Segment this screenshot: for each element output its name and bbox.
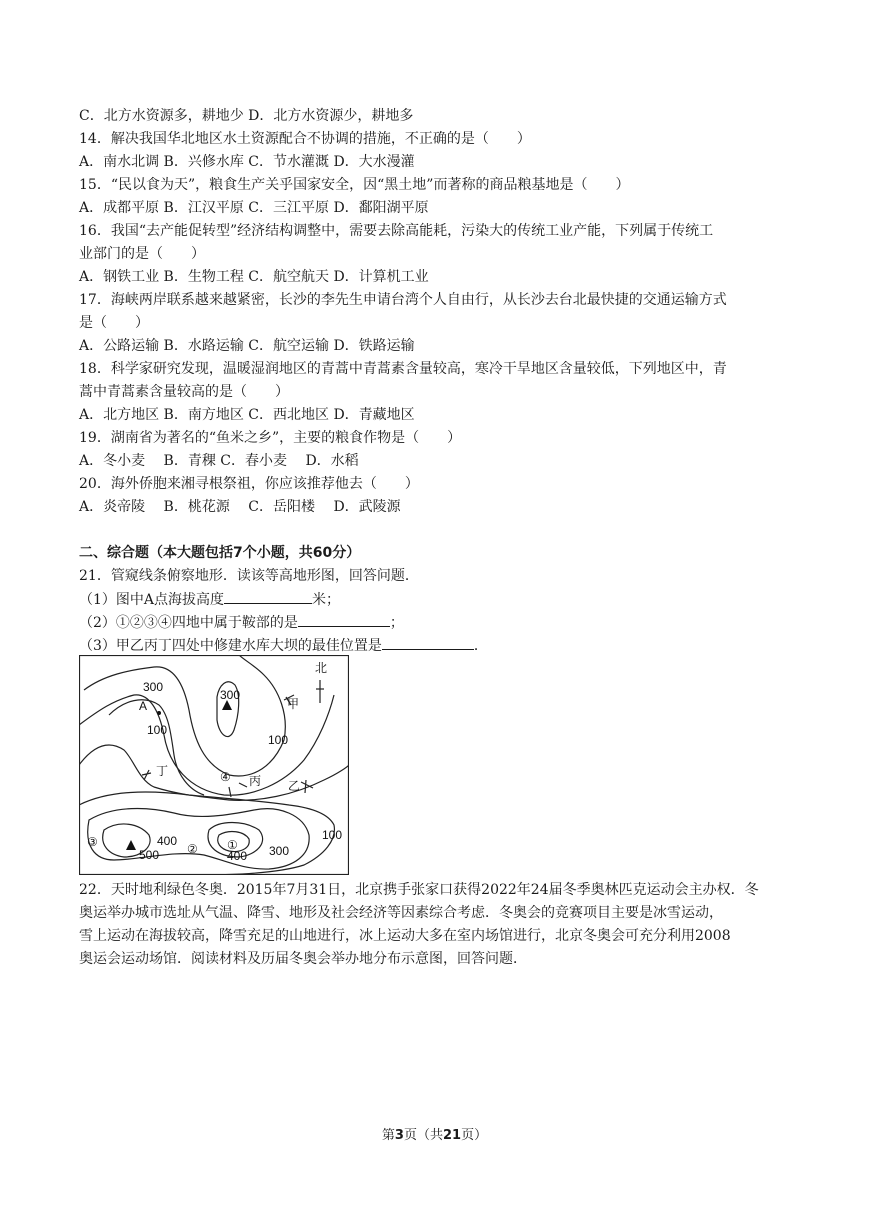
q14-options: A．南水北调 B．兴修水库 C．节水灌溉 D．大水漫灌 bbox=[79, 154, 415, 170]
footer-middle: 页（共 bbox=[403, 1128, 443, 1143]
north-label: 北 bbox=[315, 661, 328, 675]
page-footer bbox=[0, 1124, 869, 1143]
q19-options: A．冬小麦 B．青稞 C．春小麦 D．水稻 bbox=[79, 453, 359, 469]
site-label-ding: 丁 bbox=[156, 764, 169, 778]
peak-triangle-icon bbox=[126, 840, 136, 850]
point-a-label: A bbox=[139, 699, 148, 713]
location-label-1: ① bbox=[227, 838, 238, 852]
section2-heading: 二、综合题（本大题包括7个小题，共60分） bbox=[79, 545, 361, 561]
contour-label-300: 300 bbox=[269, 844, 290, 858]
q21-part2-blank[interactable] bbox=[298, 612, 390, 627]
site-label-jia: 甲 bbox=[287, 697, 300, 711]
dam-marker-yi bbox=[301, 780, 313, 793]
contour-label-300: 300 bbox=[143, 680, 164, 694]
map-frame bbox=[80, 656, 349, 875]
location-label-4: ④ bbox=[220, 770, 231, 784]
q16-options: A．钢铁工业 B．生物工程 C．航空航天 D．计算机工业 bbox=[79, 269, 429, 285]
contour-line bbox=[88, 809, 309, 870]
q21-part1-text: （1）图中A点海拔高度 bbox=[79, 592, 225, 608]
q18-stem: 18．科学家研究发现，温暖湿润地区的青蒿中青蒿素含量较高，寒冷干旱地区含量较低，下列地区中，青 bbox=[79, 361, 727, 377]
q18-options: A．北方地区 B．南方地区 C．西北地区 D．青藏地区 bbox=[79, 407, 415, 423]
footer-page-number: 3 bbox=[394, 1128, 404, 1143]
q14-stem: 14．解决我国华北地区水土资源配合不协调的措施，不正确的是（ ） bbox=[79, 131, 531, 147]
q17-stem: 17．海峡两岸联系越来越紧密，长沙的李先生申请台湾个人自由行，从长沙去台北最快捷的交通运输方式 bbox=[79, 292, 727, 308]
contour-label-500: 500 bbox=[139, 848, 160, 862]
q21-part3-text: （3）甲乙丙丁四处中修建水库大坝的最佳位置是 bbox=[79, 638, 382, 654]
footer-prefix: 第 bbox=[381, 1128, 395, 1143]
q21-part2-text: （2）①②③④四地中属于鞍部的是 bbox=[79, 615, 298, 631]
q22-line-4: 奥运会运动场馆．阅读材料及历届冬奥会举办地分布示意图，回答问题． bbox=[79, 951, 527, 967]
site-label-yi: 乙 bbox=[288, 779, 301, 793]
q16-stem-cont: 业部门的是（ ） bbox=[79, 246, 205, 262]
contour-label-400: 400 bbox=[227, 849, 248, 863]
q16-stem: 16．我国“去产能促转型”经济结构调整中，需要去除高能耗，污染大的传统工业产能，下列属于传统工 bbox=[79, 223, 714, 239]
q15-options: A．成都平原 B．江汉平原 C．三江平原 D．鄱阳湖平原 bbox=[79, 200, 429, 216]
q17-stem-cont: 是（ ） bbox=[79, 315, 149, 331]
q19-stem: 19．湖南省为著名的“鱼米之乡”，主要的粮食作物是（ ） bbox=[79, 430, 462, 446]
contour-line bbox=[79, 792, 334, 875]
site-label-bing: 丙 bbox=[249, 774, 262, 788]
q22-line-3: 雪上运动在海拔较高，降雪充足的山地进行，冰上运动大多在室内场馆进行，北京冬奥会可充分利用2008 bbox=[79, 928, 731, 944]
q21-part2-end: ； bbox=[389, 615, 404, 631]
q18-stem-cont: 蒿中青蒿素含量较高的是（ ） bbox=[79, 384, 289, 400]
contour-label-300: 300 bbox=[220, 688, 241, 702]
footer-suffix: 页） bbox=[461, 1128, 488, 1143]
contour-label-400: 400 bbox=[157, 834, 178, 848]
contour-label-100: 100 bbox=[268, 733, 289, 747]
q15-stem: 15．“民以食为天”，粮食生产关乎国家安全，因“黑土地”而著称的商品粮基地是（ ） bbox=[79, 177, 630, 193]
q21-part1-unit: 米； bbox=[312, 592, 341, 608]
q21-part1 bbox=[79, 589, 340, 610]
footer-total-pages: 21 bbox=[442, 1128, 462, 1143]
q21-part2 bbox=[79, 612, 404, 633]
q20-options: A．炎帝陵 B．桃花源 C．岳阳楼 D．武陵源 bbox=[79, 499, 401, 515]
contour-label-100: 100 bbox=[147, 723, 168, 737]
q20-stem: 20．海外侨胞来湘寻根祭祖，你应该推荐他去（ ） bbox=[79, 476, 419, 492]
q17-options: A．公路运输 B．水路运输 C．航空运输 D．铁路运输 bbox=[79, 338, 415, 354]
q21-stem: 21．管窥线条俯察地形．读该等高地形图，回答问题． bbox=[79, 568, 419, 584]
q21-part3-end: ． bbox=[473, 638, 488, 654]
point-a-marker bbox=[157, 711, 161, 715]
contour-line bbox=[84, 655, 285, 776]
location-label-2: ② bbox=[187, 842, 198, 856]
location-label-3: ③ bbox=[87, 835, 98, 849]
q22-line-1: 22．天时地利绿色冬奥．2015年7月31日，北京携手张家口获得2022年24届冬季奥林匹克运动会主办权．冬 bbox=[79, 882, 759, 898]
q21-part3-blank[interactable] bbox=[382, 635, 474, 650]
contour-label-100: 100 bbox=[322, 828, 343, 842]
contour-map bbox=[79, 655, 349, 875]
q21-part3 bbox=[79, 635, 488, 656]
q22-line-2: 奥运举办城市选址从气温、降雪、地形及社会经济等因素综合考虑．冬奥会的竞赛项目主要是冰雪运动， bbox=[79, 905, 723, 921]
q13-options-cd: C．北方水资源多，耕地少 D．北方水资源少，耕地多 bbox=[79, 108, 414, 124]
q21-part1-blank[interactable] bbox=[224, 589, 312, 604]
